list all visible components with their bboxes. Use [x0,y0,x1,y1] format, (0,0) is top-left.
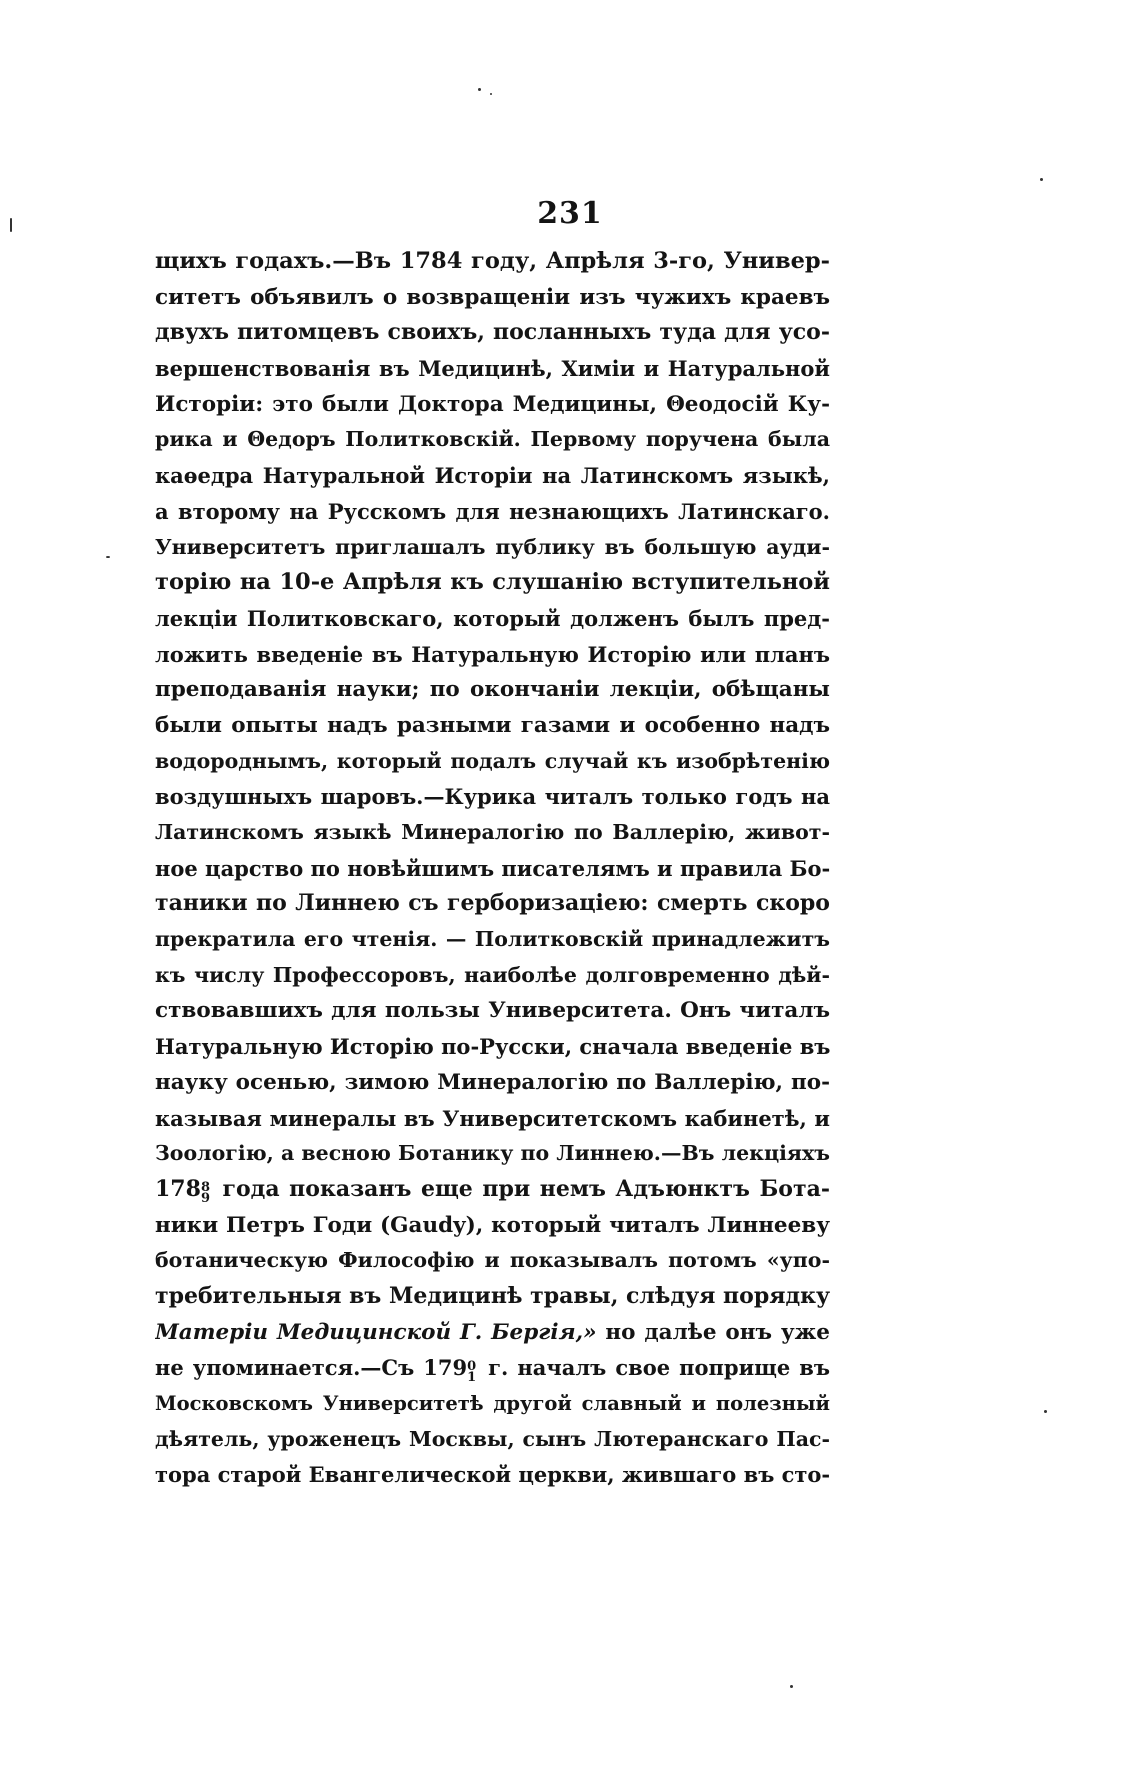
scan-speck [478,88,481,91]
text-line: двухъ питомцевъ своихъ, посланныхъ туда для усо- [155,319,830,346]
text-line: Исторіи: это были Доктора Медицины, Θеодосій Ку- [155,391,830,417]
scan-speck [790,1685,793,1688]
text-line: ложить введеніе въ Натуральную Исторію или планъ [155,641,830,667]
text-line: преподаванія науки; по окончаніи лекціи, обѣщаны [155,677,830,703]
text-line: прекратила его чтенія. — Политковскій принадлежитъ [155,927,830,952]
fraction [467,1359,479,1386]
text-line: Латинскомъ языкѣ Минералогію по Валлерію, живот- [155,820,830,844]
text-line: а второму на Русскомъ для незнающихъ Латинскаго. [155,498,830,524]
fraction-numerator: 8 [200,1179,210,1195]
text-line: водороднымъ, который подалъ случай къ изобрѣтенію [155,748,830,773]
text-line: ботаническую Философію и показывалъ потомъ «упо- [155,1248,830,1273]
fraction-numerator: 0 [467,1359,477,1375]
scan-speck [106,556,110,558]
text-line: дѣятель, уроженецъ Москвы, сынъ Лютеранскаго Пас- [155,1426,830,1451]
scan-speck [10,218,12,232]
text-line: рика и Θедоръ Политковскій. Первому поручена была [155,427,830,452]
text-line: къ числу Профессоровъ, наиболѣе долговременно дѣй- [155,962,830,987]
citation-suffix: но далѣе онъ уже [596,1319,830,1345]
text-line: были опыты надъ разными газами и особенно надъ [155,712,830,738]
text-line: вершенствованія въ Медицинѣ, Химіи и Натуральной [155,356,830,382]
text-line: казывая минералы въ Университетскомъ кабинетѣ, и [155,1105,830,1131]
fraction-denominator: 1 [467,1370,477,1386]
fraction-suffix: г. началъ свое поприще въ [479,1355,830,1381]
page-number: 231 [537,196,603,231]
text-line-fraction-1788-9 [155,1172,830,1208]
text-line-fraction-1790-1 [155,1350,830,1386]
text-line-italic-citation [155,1315,830,1351]
text-line: ситетъ объявилъ о возвращеніи изъ чужихъ краевъ [155,284,830,310]
text-line: Университетъ приглашалъ публику въ большую ауди- [155,534,830,559]
fraction [200,1179,213,1206]
text-line: Зоологію, а весною Ботанику по Линнею.—Въ лекціяхъ [155,1141,830,1166]
text-line: ники Петръ Годи (Gaudy), который читалъ Линнееву [155,1212,830,1238]
text-line: Московскомъ Университетѣ другой славный и полезный [155,1392,830,1415]
text-line: науку осенью, зимою Минералогію по Валлерію, по- [155,1069,830,1095]
text-line: тора старой Евангелической церкви, жившаго въ сто- [155,1462,830,1488]
text-line: ствовавшихъ для пользы Университета. Онъ читалъ [155,998,830,1024]
scan-speck [1044,1410,1047,1413]
text-line: таники по Линнею съ герборизаціею: смерть скоро [155,890,830,917]
text-line: ное царство по новѣйшимъ писателямъ и правила Бо- [155,855,830,881]
text-line: Натуральную Исторію по-Русски, сначала введеніе въ [155,1034,830,1060]
fraction-denominator: 9 [200,1190,210,1206]
text-line: каѳедра Натуральной Исторіи на Латинскомъ языкѣ, [155,463,830,489]
italic-citation: Матеріи Медицинской Г. Бергія,» [155,1319,597,1345]
scan-speck [490,93,492,95]
text-line: воздушныхъ шаровъ.—Курика читалъ только годъ на [155,784,830,810]
scan-speck [1040,178,1043,181]
body-text [155,244,830,1493]
text-line: торію на 10-е Апрѣля къ слушанію вступительной [155,569,830,596]
text-line: щихъ годахъ.—Въ 1784 году, Апрѣля 3-го, Универ- [155,248,830,274]
fraction-suffix: года показанъ еще при немъ Адъюнктъ Бота- [212,1175,830,1202]
fraction-prefix: не упоминается.—Съ 179 [155,1355,468,1381]
fraction-prefix: 178 [155,1175,201,1202]
text-line: лекціи Политковскаго, который долженъ былъ пред- [155,605,830,631]
text-line: требительныя въ Медицинѣ травы, слѣдуя порядку [155,1282,830,1309]
